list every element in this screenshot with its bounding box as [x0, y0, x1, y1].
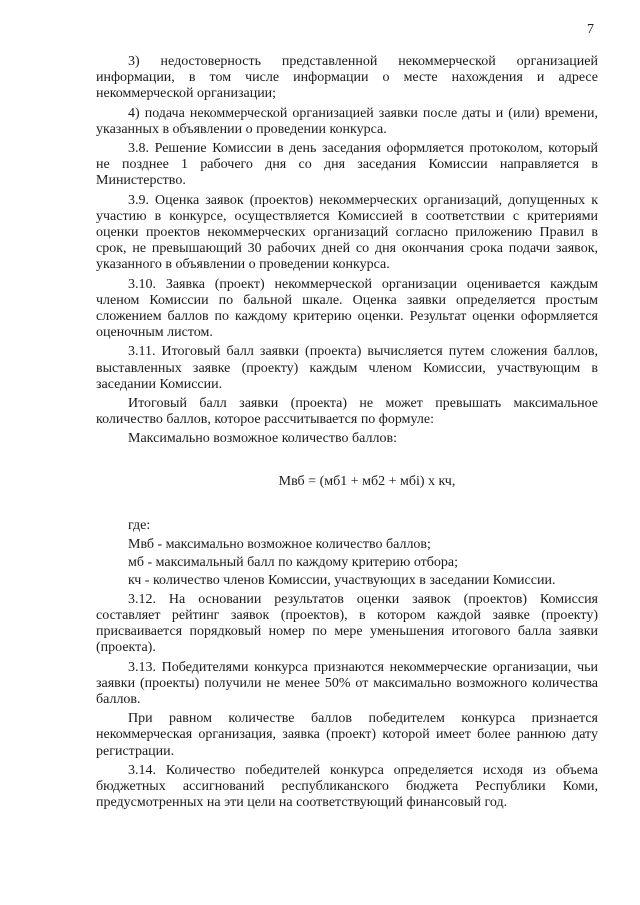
- paragraph-3-9: 3.9. Оценка заявок (проектов) некоммерческих организаций, допущенных к участию в конкурсе, осуществляется Комиссией в соответствии с критериями оценки проектов некоммерческих организаций согласно приложению Правил в срок, не превышающий 30 рабочих дней со дня окончания срока подачи заявок, указанного в объявлении о проведении конкурса.: [96, 192, 598, 273]
- paragraph-3-14: 3.14. Количество победителей конкурса определяется исходя из объема бюджетных ассигнований республиканского бюджета Республики Коми, предусмотренных на эти цели на соответствующий финансовый год.: [96, 762, 598, 811]
- paragraph-equal-score: При равном количестве баллов победителем конкурса признается некоммерческая организация, заявка (проект) которой имеет более раннюю дату регистрации.: [96, 711, 598, 759]
- paragraph-item-3: 3) недостоверность представленной некоммерческой организацией информации, в том числе информации о месте нахождения и адресе некоммерческой организации;: [96, 54, 598, 102]
- paragraph-3-10: 3.10. Заявка (проект) некоммерческой организации оценивается каждым членом Комиссии по бальной шкале. Оценка заявки определяется простым сложением баллов по каждому критерию оценки. Результат оценки оформляется оценочным листом.: [96, 276, 598, 341]
- paragraph-3-13: 3.13. Победителями конкурса признаются некоммерческие организации, чьи заявки (проекты) получили не менее 50% от максимально возможного количества баллов.: [96, 659, 598, 707]
- paragraph-max-score: Итоговый балл заявки (проекта) не может превышать максимальное количество баллов, которое рассчитывается по формуле:: [96, 396, 598, 428]
- paragraph-3-11: 3.11. Итоговый балл заявки (проекта) вычисляется путем сложения баллов, выставленных заявке (проекту) каждым членом Комиссии, участвующим в заседании Комиссии.: [96, 344, 598, 392]
- legend-kch: кч - количество членов Комиссии, участвующих в заседании Комиссии.: [128, 573, 556, 589]
- legend-mvb: Мвб - максимально возможное количество баллов;: [128, 537, 431, 553]
- legend-mb: мб - максимальный балл по каждому критерию отбора;: [128, 555, 458, 571]
- formula-where: где:: [128, 517, 151, 533]
- score-formula: Мвб = (мб1 + мб2 + мбi) х кч,: [278, 473, 456, 489]
- paragraph-item-4: 4) подача некоммерческой организацией заявки после даты и (или) времени, указанных в объявлении о проведении конкурса.: [96, 105, 598, 137]
- paragraph-3-12: 3.12. На основании результатов оценки заявок (проектов) Комиссия составляет рейтинг заявок (проектов), в котором каждой заявке (проекту) присваивается порядковый номер по мере уменьшения итогового балла заявки (проекта).: [96, 591, 598, 656]
- document-body: [96, 54, 598, 814]
- paragraph-max-score-label: Максимально возможное количество баллов:: [128, 431, 397, 447]
- page-number: 7: [587, 22, 594, 37]
- paragraph-3-8: 3.8. Решение Комиссии в день заседания оформляется протоколом, который не позднее 1 рабочего дня со дня заседания Комиссии направляется в Министерство.: [96, 141, 598, 189]
